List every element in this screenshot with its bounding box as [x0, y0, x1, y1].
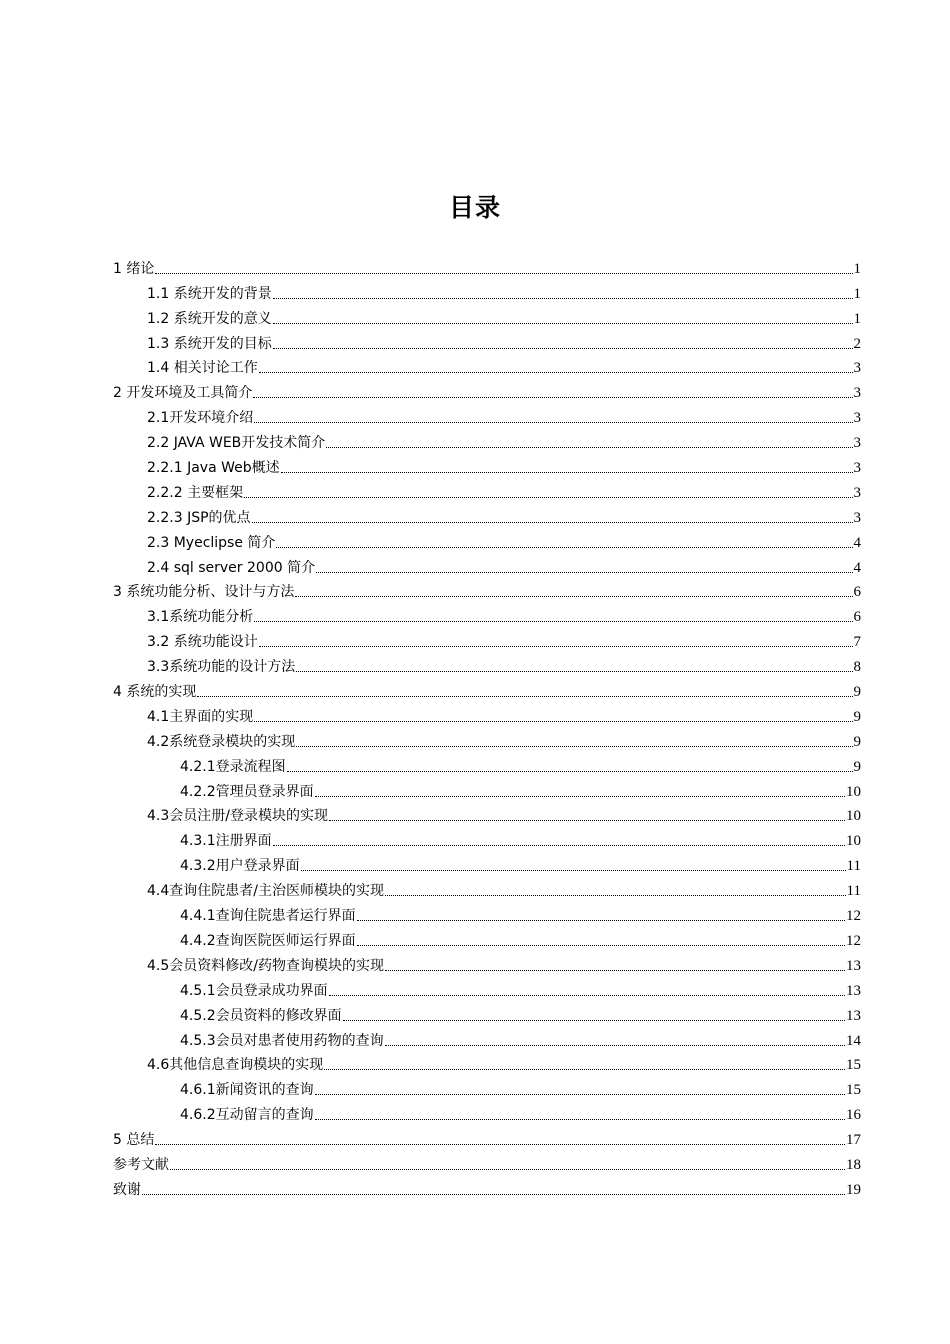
toc-entry-page-number: 3: [853, 385, 861, 402]
toc-entry-page-number: 9: [853, 684, 861, 701]
toc-entry[interactable]: [113, 976, 861, 1001]
toc-entry-page-number: 13: [846, 982, 861, 999]
dot-leader: [287, 770, 853, 772]
toc-entry-label: 3.3系统功能的设计方法: [147, 659, 296, 676]
toc-entry-page-number: 11: [846, 858, 861, 875]
dot-leader: [329, 994, 845, 996]
toc-entry-label: 4.2.2管理员登录界面: [180, 783, 314, 800]
dot-leader: [253, 396, 852, 398]
toc-entry-page-number: 16: [846, 1107, 861, 1124]
toc-entry-page-number: 12: [846, 908, 861, 925]
dot-leader: [324, 1068, 845, 1070]
dot-leader: [259, 371, 853, 373]
toc-entry[interactable]: [113, 702, 861, 727]
toc-entry[interactable]: [113, 876, 861, 901]
dot-leader: [326, 446, 852, 448]
dot-leader: [244, 496, 852, 498]
toc-entry-label: 2.4 sql server 2000 简介: [147, 559, 316, 576]
toc-entry-page-number: 1: [853, 260, 861, 277]
toc-entry-page-number: 10: [846, 833, 861, 850]
toc-entry[interactable]: [113, 777, 861, 802]
toc-entry[interactable]: [113, 1125, 861, 1150]
dot-leader: [155, 272, 852, 274]
toc-entry-page-number: 11: [846, 883, 861, 900]
toc-entry-label: 4.6其他信息查询模块的实现: [147, 1057, 324, 1074]
toc-entry[interactable]: [113, 627, 861, 652]
dot-leader: [276, 546, 852, 548]
toc-entry-label: 4.4.1查询住院患者运行界面: [180, 908, 356, 925]
dot-leader: [254, 421, 852, 423]
toc-entry-label: 4.3.2用户登录界面: [180, 858, 300, 875]
dot-leader: [142, 1193, 845, 1195]
dot-leader: [385, 894, 846, 896]
toc-entry[interactable]: [113, 1175, 861, 1200]
dot-leader: [155, 1143, 845, 1145]
table-of-contents: [113, 254, 861, 1200]
toc-entry-page-number: 4: [853, 559, 861, 576]
toc-entry-page-number: 19: [846, 1181, 861, 1198]
toc-entry[interactable]: [113, 901, 861, 926]
toc-entry[interactable]: [113, 254, 861, 279]
toc-entry-label: 4.3.1注册界面: [180, 833, 272, 850]
toc-entry-page-number: 9: [853, 733, 861, 750]
toc-entry-label: 4.5.2会员资料的修改界面: [180, 1007, 342, 1024]
toc-entry-label: 2.1开发环境介绍: [147, 410, 254, 427]
toc-entry[interactable]: [113, 1026, 861, 1051]
toc-entry-page-number: 10: [846, 783, 861, 800]
toc-entry-page-number: 13: [846, 957, 861, 974]
toc-entry[interactable]: [113, 354, 861, 379]
toc-entry-page-number: 3: [853, 360, 861, 377]
toc-entry-page-number: 6: [853, 584, 861, 601]
toc-entry[interactable]: [113, 304, 861, 329]
dot-leader: [357, 944, 845, 946]
dot-leader: [296, 670, 852, 672]
toc-entry-page-number: 4: [853, 534, 861, 551]
toc-entry-label: 4.1主界面的实现: [147, 708, 254, 725]
dot-leader: [296, 745, 852, 747]
toc-entry-label: 1.3 系统开发的目标: [147, 335, 272, 352]
dot-leader: [315, 795, 845, 797]
dot-leader: [385, 1044, 845, 1046]
toc-entry-page-number: 15: [846, 1082, 861, 1099]
toc-entry-label: 4.4查询住院患者/主治医师模块的实现: [147, 883, 384, 900]
toc-entry-page-number: 2: [853, 335, 861, 352]
toc-entry-label: 4.5.3会员对患者使用药物的查询: [180, 1032, 384, 1049]
toc-entry[interactable]: [113, 578, 861, 603]
toc-entry[interactable]: [113, 1100, 861, 1125]
toc-entry[interactable]: [113, 677, 861, 702]
dot-leader: [301, 869, 846, 871]
toc-entry-label: 4.5会员资料修改/药物查询模块的实现: [147, 957, 384, 974]
dot-leader: [315, 1093, 845, 1095]
toc-entry-page-number: 3: [853, 484, 861, 501]
toc-entry[interactable]: [113, 652, 861, 677]
toc-entry-label: 4.6.1新闻资讯的查询: [180, 1082, 314, 1099]
dot-leader: [273, 322, 853, 324]
toc-entry-page-number: 3: [853, 435, 861, 452]
toc-entry[interactable]: [113, 1051, 861, 1076]
toc-entry-page-number: 18: [846, 1156, 861, 1173]
toc-entry[interactable]: [113, 951, 861, 976]
toc-entry[interactable]: [113, 329, 861, 354]
dot-leader: [385, 969, 845, 971]
toc-entry-page-number: 3: [853, 509, 861, 526]
toc-entry-label: 1.4 相关讨论工作: [147, 360, 258, 377]
toc-entry-label: 4.4.2查询医院医师运行界面: [180, 932, 356, 949]
toc-entry-page-number: 15: [846, 1057, 861, 1074]
toc-entry-page-number: 6: [853, 609, 861, 626]
dot-leader: [329, 819, 845, 821]
toc-entry-page-number: 3: [853, 410, 861, 427]
dot-leader: [273, 844, 845, 846]
toc-entry-label: 4.5.1会员登录成功界面: [180, 982, 328, 999]
toc-entry-label: 4.3会员注册/登录模块的实现: [147, 808, 328, 825]
toc-entry[interactable]: [113, 727, 861, 752]
toc-entry[interactable]: [113, 378, 861, 403]
toc-entry[interactable]: [113, 826, 861, 851]
toc-entry-page-number: 13: [846, 1007, 861, 1024]
toc-entry-label: 1.2 系统开发的意义: [147, 310, 272, 327]
page-title: 目录: [448, 193, 501, 222]
toc-entry-label: 3.1系统功能分析: [147, 609, 254, 626]
dot-leader: [315, 1118, 845, 1120]
toc-entry[interactable]: [113, 478, 861, 503]
toc-entry[interactable]: [113, 1001, 861, 1026]
dot-leader: [273, 297, 853, 299]
toc-entry[interactable]: [113, 802, 861, 827]
toc-entry-page-number: 1: [853, 285, 861, 302]
toc-entry[interactable]: [113, 503, 861, 528]
toc-entry[interactable]: [113, 851, 861, 876]
toc-entry-page-number: 9: [853, 708, 861, 725]
toc-entry[interactable]: [113, 553, 861, 578]
toc-entry[interactable]: [113, 428, 861, 453]
toc-entry-label: 4.2系统登录模块的实现: [147, 733, 296, 750]
toc-entry-label: 4.6.2互动留言的查询: [180, 1107, 314, 1124]
dot-leader: [254, 620, 852, 622]
toc-entry-page-number: 17: [846, 1132, 861, 1149]
toc-entry-page-number: 12: [846, 932, 861, 949]
toc-entry-page-number: 14: [846, 1032, 861, 1049]
toc-entry[interactable]: [113, 752, 861, 777]
toc-entry-label: 参考文献: [113, 1156, 169, 1173]
toc-entry-page-number: 7: [853, 634, 861, 651]
toc-entry-label: 2.2.1 Java Web概述: [147, 460, 280, 477]
toc-entry-label: 2.3 Myeclipse 简介: [147, 534, 276, 551]
toc-entry-label: 4.2.1登录流程图: [180, 758, 286, 775]
dot-leader: [197, 695, 852, 697]
toc-entry-page-number: 10: [846, 808, 861, 825]
toc-entry-label: 1.1 系统开发的背景: [147, 285, 272, 302]
toc-entry-page-number: 8: [853, 659, 861, 676]
toc-entry-label: 2 开发环境及工具简介: [113, 385, 253, 402]
dot-leader: [281, 471, 853, 473]
dot-leader: [259, 645, 853, 647]
toc-entry-label: 2.2 JAVA WEB开发技术简介: [147, 435, 326, 452]
toc-entry[interactable]: [113, 528, 861, 553]
toc-entry-page-number: 9: [853, 758, 861, 775]
toc-entry-label: 致谢: [113, 1181, 141, 1198]
dot-leader: [273, 347, 853, 349]
toc-entry-label: 3.2 系统功能设计: [147, 634, 258, 651]
toc-entry[interactable]: [113, 1075, 861, 1100]
toc-entry[interactable]: [113, 1150, 861, 1175]
toc-entry[interactable]: [113, 926, 861, 951]
dot-leader: [357, 919, 845, 921]
dot-leader: [170, 1168, 845, 1170]
dot-leader: [343, 1019, 845, 1021]
toc-entry[interactable]: [113, 602, 861, 627]
toc-entry-page-number: 3: [853, 460, 861, 477]
dot-leader: [295, 595, 852, 597]
toc-entry[interactable]: [113, 279, 861, 304]
toc-entry[interactable]: [113, 453, 861, 478]
toc-entry-label: 3 系统功能分析、设计与方法: [113, 584, 295, 601]
dot-leader: [254, 720, 852, 722]
dot-leader: [316, 571, 852, 573]
toc-entry-label: 1 绪论: [113, 260, 155, 277]
toc-entry-label: 2.2.2 主要框架: [147, 484, 244, 501]
toc-entry[interactable]: [113, 403, 861, 428]
dot-leader: [252, 521, 853, 523]
toc-entry-label: 5 总结: [113, 1132, 155, 1149]
toc-entry-label: 4 系统的实现: [113, 684, 197, 701]
toc-entry-page-number: 1: [853, 310, 861, 327]
toc-entry-label: 2.2.3 JSP的优点: [147, 509, 251, 526]
